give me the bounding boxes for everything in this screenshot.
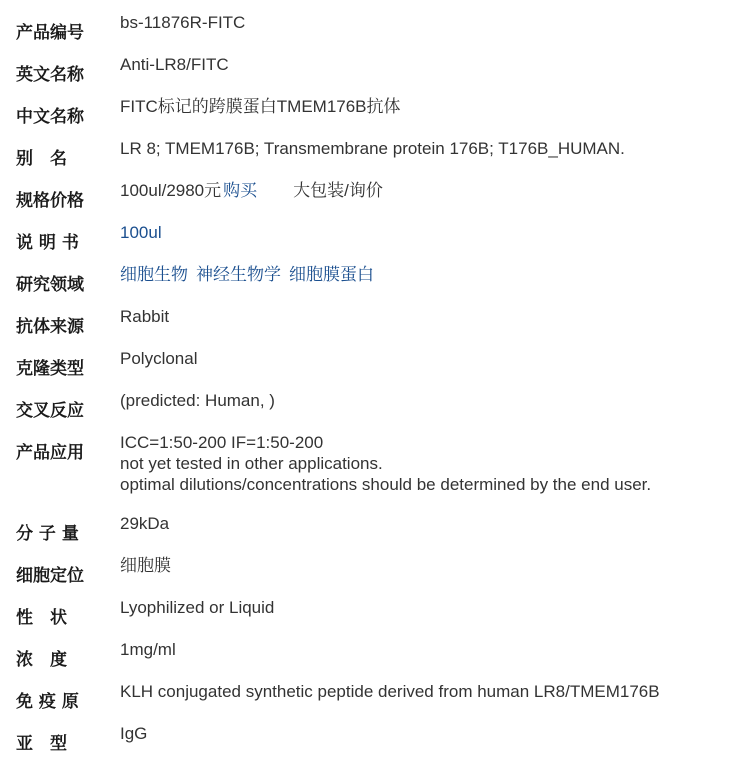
label-form: 性 状 xyxy=(16,608,67,628)
label-host: 抗体来源 xyxy=(16,317,84,337)
value-cn-name: FITC标记的跨膜蛋白TMEM176B抗体 xyxy=(120,97,401,116)
row-concentration xyxy=(0,639,735,681)
label-isotype: 亚 型 xyxy=(16,734,67,754)
research-link-neurobiology[interactable]: 神经生物学 xyxy=(196,265,281,284)
manual-link[interactable]: 100ul xyxy=(120,223,162,242)
label-research-area: 研究领域 xyxy=(16,275,84,295)
row-product-no xyxy=(0,12,735,54)
value-isotype: IgG xyxy=(120,724,148,743)
bulk-inquiry-text: 大包装/询价 xyxy=(293,181,383,200)
value-mw: 29kDa xyxy=(120,514,170,533)
value-host: Rabbit xyxy=(120,307,170,326)
label-localization: 细胞定位 xyxy=(16,566,84,586)
row-host xyxy=(0,306,735,348)
row-clonality xyxy=(0,348,735,390)
label-mw: 分 子 量 xyxy=(16,524,79,544)
application-line: not yet tested in other applications. xyxy=(120,454,383,473)
row-mw xyxy=(0,513,735,555)
label-concentration: 浓 度 xyxy=(16,650,67,670)
label-cn-name: 中文名称 xyxy=(16,107,84,127)
label-manual: 说 明 书 xyxy=(16,233,79,253)
row-immunogen xyxy=(0,681,735,723)
research-link-membrane-protein[interactable]: 细胞膜蛋白 xyxy=(289,265,374,284)
value-en-name: Anti-LR8/FITC xyxy=(120,55,229,74)
row-cn-name xyxy=(0,96,735,138)
label-en-name: 英文名称 xyxy=(16,65,84,85)
row-research-area xyxy=(0,264,735,306)
row-spec-price xyxy=(0,180,735,222)
label-spec-price: 规格价格 xyxy=(16,191,84,211)
value-clonality: Polyclonal xyxy=(120,349,198,368)
research-link-cell-biology[interactable]: 细胞生物 xyxy=(120,265,188,284)
row-isotype xyxy=(0,723,735,765)
value-research-area xyxy=(120,264,374,285)
row-alias xyxy=(0,138,735,180)
label-product-no: 产品编号 xyxy=(16,23,84,43)
row-localization xyxy=(0,555,735,597)
label-application: 产品应用 xyxy=(16,443,84,463)
row-en-name xyxy=(0,54,735,96)
label-alias: 别 名 xyxy=(16,149,67,169)
label-immunogen: 免 疫 原 xyxy=(16,692,79,712)
value-manual xyxy=(120,222,162,243)
row-manual xyxy=(0,222,735,264)
price-text: 100ul/2980元 xyxy=(120,181,222,200)
application-line: ICC=1:50-200 IF=1:50-200 xyxy=(120,433,324,452)
value-concentration: 1mg/ml xyxy=(120,640,176,659)
buy-link[interactable]: 购买 xyxy=(223,181,258,200)
value-immunogen: KLH conjugated synthetic peptide derived from human LR8/TMEM176B xyxy=(120,682,660,701)
row-application xyxy=(0,432,735,513)
label-clonality: 克隆类型 xyxy=(16,359,84,379)
value-spec-price xyxy=(120,180,383,201)
label-reactivity: 交叉反应 xyxy=(16,401,84,421)
value-reactivity: (predicted: Human, ) xyxy=(120,391,275,410)
value-product-no: bs-11876R-FITC xyxy=(120,13,246,32)
value-form: Lyophilized or Liquid xyxy=(120,598,275,617)
value-alias: LR 8; TMEM176B; Transmembrane protein 176B; T176B_HUMAN. xyxy=(120,139,625,158)
application-line: optimal dilutions/concentrations should be determined by the end user. xyxy=(120,475,652,494)
row-form xyxy=(0,597,735,639)
value-localization: 细胞膜 xyxy=(120,556,171,575)
value-application xyxy=(120,432,651,495)
row-reactivity xyxy=(0,390,735,432)
